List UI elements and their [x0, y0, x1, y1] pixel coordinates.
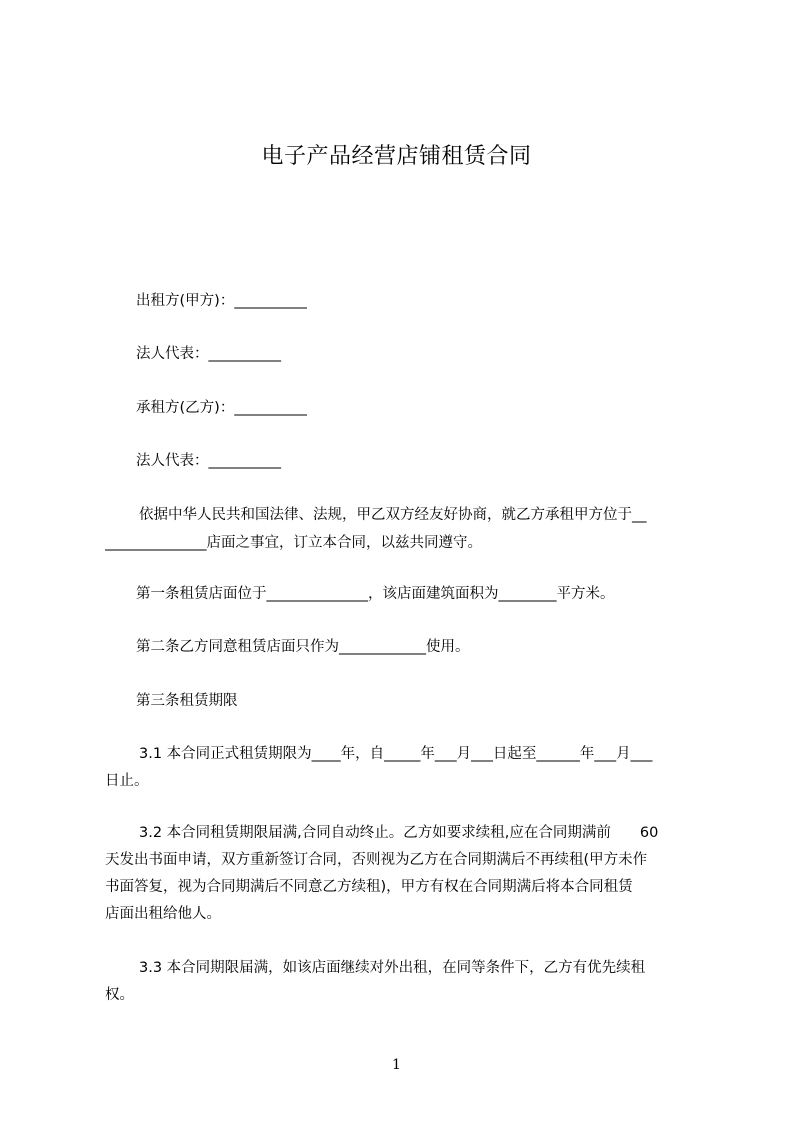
preamble-line-1: 依据中华人民共和国法律、法规，甲乙双方经友好协商，就乙方承租甲方位于__ [139, 507, 647, 523]
lessor-field: 出租方(甲方)：__________ [136, 293, 307, 309]
clause-3-3-line-2: 权。 [105, 987, 134, 1003]
document-title: 电子产品经营店铺租赁合同 [261, 144, 532, 169]
clause-3-2-line-2: 天发出书面申请，双方重新签订合同，否则视为乙方在合同期满后不再续租(甲方未作 [105, 852, 648, 868]
clause-3-1-line-2: 日止。 [105, 773, 149, 789]
article-1: 第一条租赁店面位于______________，该店面建筑面积为________平方米。 [136, 586, 615, 602]
preamble-line-2: ______________店面之事宜，订立本合同，以兹共同遵守。 [105, 535, 482, 551]
clause-3-3-line-1: 3.3 本合同期限届满，如该店面继续对外出租，在同等条件下，乙方有优先续租 [139, 960, 646, 976]
lessor-legal-representative-field: 法人代表：__________ [136, 346, 281, 362]
article-3-heading: 第三条租赁期限 [136, 693, 238, 709]
clause-3-2-line-3: 书面答复，视为合同期满后不同意乙方续租)，甲方有权在合同期满后将本合同租赁 [105, 879, 633, 895]
clause-3-2-line-4: 店面出租给他人。 [105, 906, 221, 922]
lessee-field: 承租方(乙方)：__________ [136, 400, 307, 416]
page-number: 1 [392, 1057, 401, 1073]
clause-3-2-line-1: 3.2 本合同租赁期限届满,合同自动终止。乙方如要求续租,应在合同期满前 60 [139, 825, 659, 841]
lessee-legal-representative-field: 法人代表：__________ [136, 453, 281, 469]
article-2: 第二条乙方同意租赁店面只作为____________使用。 [136, 639, 470, 655]
clause-3-1-line-1: 3.1 本合同正式租赁期限为____年，自_____年___月___日起至______年___月___ [139, 746, 653, 762]
